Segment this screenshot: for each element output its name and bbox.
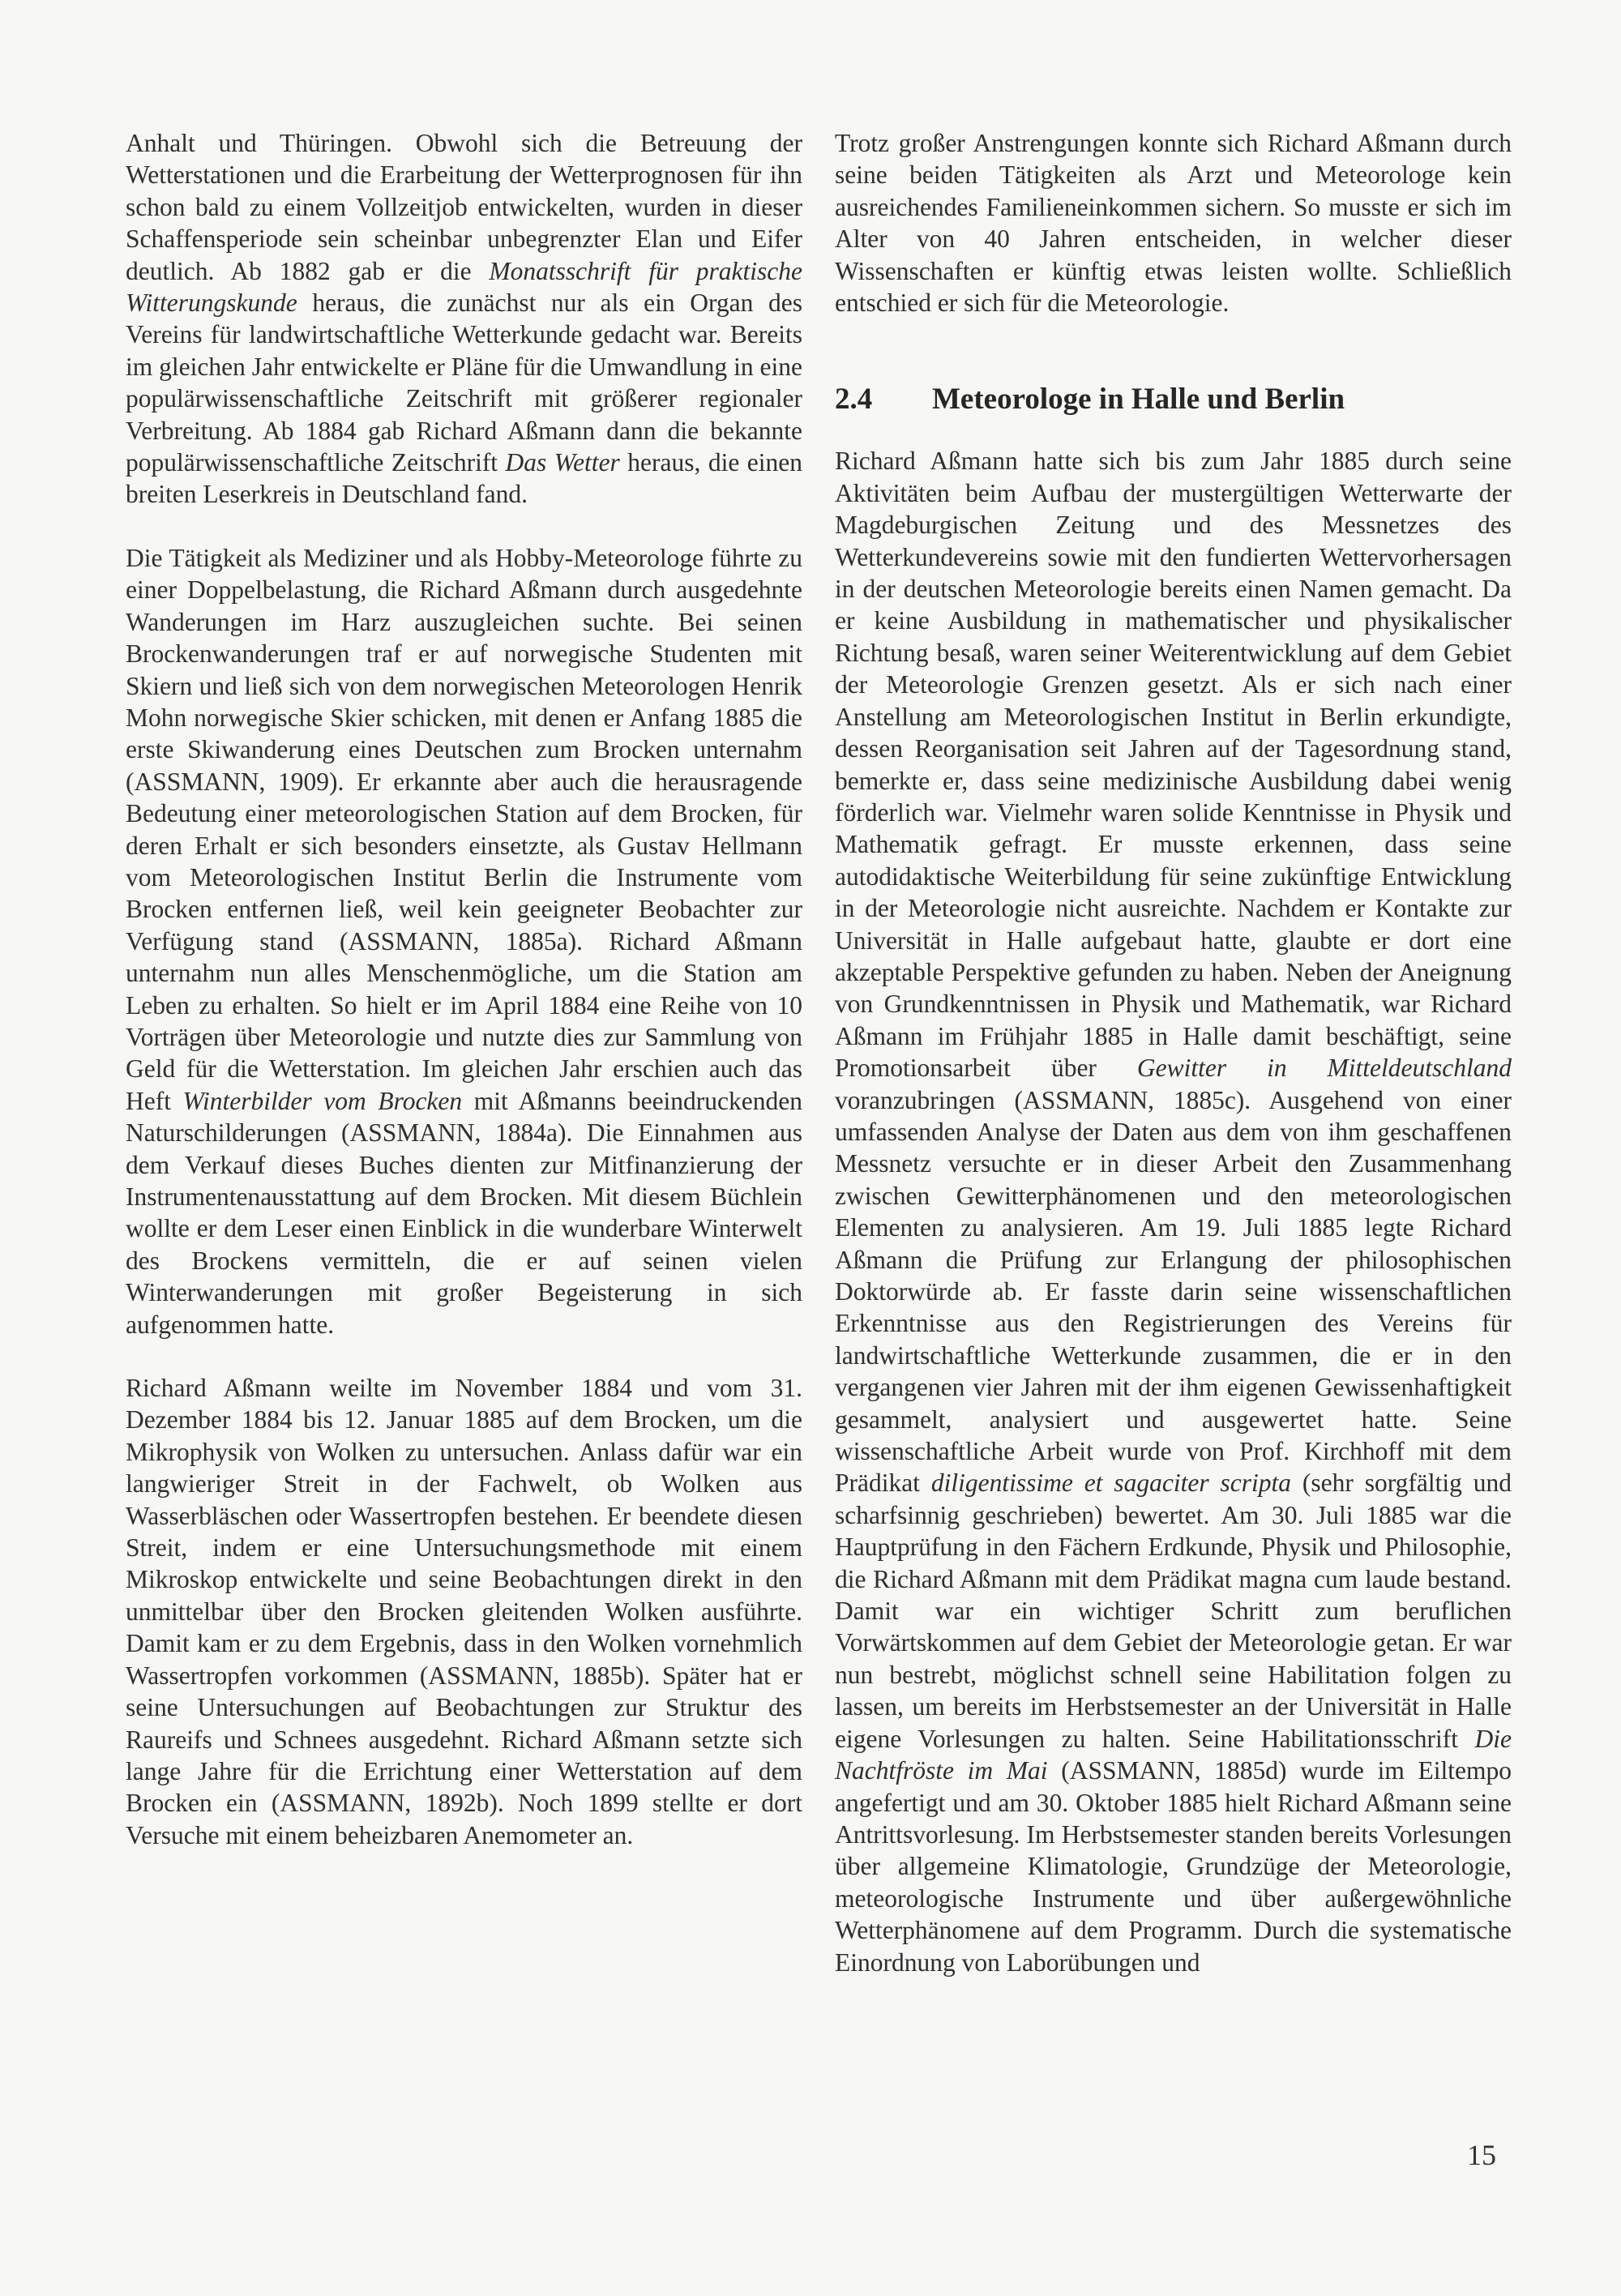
paragraph-text: (sehr sorgfältig und scharfsinnig geschrieben) bewertet. Am 30. Juli 1885 war die Hauptprüfung in den Fächern Erdkunde, Physik und Philosophie, die Richard Aßmann mit dem Prädikat magna cum laude bestand. Damit war ein wichtiger Schritt zum beruflichen Vorwärtskommen auf dem Gebiet der Meteorologie getan. Er war nun bestrebt, möglichst schnell seine Habilitation folgen zu lassen, um bereits im Herbstsemester an der Universität in Halle eigene Vorlesungen zu halten. Seine Habilitationsschrift — [835, 1469, 1512, 1753]
left-column — [126, 127, 802, 1883]
publication-title: Monatsschrift für praktische Witterungskunde — [126, 256, 802, 318]
section-number: 2.4 — [835, 383, 873, 417]
paragraph-text: Die Tätigkeit als Mediziner und als Hobby-Meteorologe führte zu einer Doppelbelastung, die Richard Aßmann durch ausgedehnte Wanderungen im Harz auszugleichen suchte. Bei seinen Brockenwanderungen traf er auf norwegische Studenten mit Skiern und ließ sich von dem norwegischen Meteorologen Henrik Mohn norwegische Skier schicken, mit denen er Anfang 1885 die erste Skiwanderung eines Deutschen zum Brocken unternahm (ASSMANN, 1909). Er erkannte aber auch die herausragende Bedeutung einer meteorologischen Station auf dem Brocken, für deren Erhalt er sich besonders einsetzte, als Gustav Hellmann vom Meteorologischen Institut Berlin die Instrumente vom Brocken entfernen ließ, weil kein geeigneter Beobachter zur Verfügung stand (ASSMANN, 1885a). Richard Aßmann unternahm nun alles Menschenmögliche, um die Station am Leben zu erhalten. So hielt er im April 1884 eine Reihe von 10 Vorträgen über Meteorologie und nutzte dies zur Sammlung von Geld für die Wetterstation. Im gleichen Jahr erschien auch das Heft — [126, 543, 802, 1115]
publication-title: Winterbilder vom Brocken — [182, 1086, 463, 1115]
latin-phrase: diligentissime et sagaciter scripta — [930, 1469, 1291, 1498]
section-title: Meteorologe in Halle und Berlin — [932, 383, 1345, 417]
paragraph-text: (ASSMANN, 1885d) wurde im Eiltempo angefertigt und am 30. Oktober 1885 hielt Richard Aßmann seine Antrittsvorlesung. Im Herbstsemester standen bereits Vorlesungen über allgemeine Klimatologie, Grundzüge der Meteorologie, meteorologische Instrumente und über außergewöhnliche Wetterphänomene auf dem Programm. Durch die systematische Einordnung von Laborübungen und — [835, 1756, 1512, 1977]
publication-title: Das Wetter — [505, 448, 620, 477]
right-column — [835, 127, 1512, 1978]
publication-title: Gewitter in Mitteldeutschland — [1136, 1054, 1512, 1083]
paragraph-text: Richard Aßmann hatte sich bis zum Jahr 1885 durch seine Aktivitäten beim Aufbau der mustergültigen Wetterwarte der Magdeburgischen Zeitung und des Messnetzes des Wetterkundevereins sowie mit den fundierten Wettervorhersagen in der deutschen Meteorologie bereits einen Namen gemacht. Da er keine Ausbildung in mathematischer und physikalischer Richtung besaß, waren seiner Weiterentwicklung auf dem Gebiet der Meteorologie Grenzen gesetzt. Als er sich nach einer Anstellung am Meteorologischen Institut in Berlin erkundigte, dessen Reorganisation seit Jahren auf der Tagesordnung stand, bemerkte er, dass seine medizinische Ausbildung dabei wenig förderlich war. Vielmehr waren solide Kenntnisse in Physik und Mathematik gefragt. Er musste erkennen, dass seine autodidaktische Weiterbildung für seine zukünftige Entwicklung in der Meteorologie nicht ausreichte. Nachdem er Kontakte zur Universität in Halle aufgebaut hatte, glaubte er dort eine akzeptable Perspektive gefunden zu haben. Neben der Aneignung von Grundkenntnissen in Physik und Mathematik, war Richard Aßmann im Frühjahr 1885 in Halle damit beschäftigt, seine Promotionsarbeit über — [835, 447, 1512, 1083]
body-paragraph — [126, 127, 802, 511]
paragraph-text: heraus, die einen breiten Leserkreis in Deutschland fand. — [126, 448, 802, 509]
paragraph-text: heraus, die zunächst nur als ein Organ des Vereins für landwirtschaftliche Wetterkunde gedacht war. Bereits im gleichen Jahr entwickelte er Pläne für die Umwandlung in eine populärwissenschaftliche Zeitschrift mit größerer regionaler Verbreitung. Ab 1884 gab Richard Aßmann dann die bekannte populärwissenschaftliche Zeitschrift — [126, 289, 802, 477]
body-paragraph — [835, 445, 1512, 1978]
paragraph-text: mit Aßmanns beeindruckenden Naturschilderungen (ASSMANN, 1884a). Die Einnahmen aus dem Verkauf dieses Buches dienten zur Mitfinanzierung der Instrumentenausstattung auf dem Brocken. Mit diesem Büchlein wollte er dem Leser einen Einblick in die wunderbare Winterwelt des Brockens vermitteln, die er auf seinen vielen Winterwanderungen mit großer Begeisterung in sich aufgenommen hatte. — [126, 1086, 802, 1339]
paragraph-text: voranzubringen (ASSMANN, 1885c). Ausgehend von einer umfassenden Analyse der Daten aus dem von ihm geschaffenen Messnetz versuchte er in dieser Arbeit den Zusammenhang zwischen Gewitterphänomenen und den meteorologischen Elementen zu analysieren. Am 19. Juli 1885 legte Richard Aßmann die Prüfung zur Erlangung der philosophischen Doktorwürde ab. Er fasste darin seine wissenschaftlichen Erkenntnisse aus den Registrierungen des Vereins für landwirtschaftliche Wetterkunde zusammen, die er in den vergangenen vier Jahren mit der ihm eigenen Gewissenhaftigkeit gesammelt, analysiert und ausgewertet hatte. Seine wissenschaftliche Arbeit wurde von Prof. Kirchhoff mit dem Prädikat — [835, 1085, 1512, 1498]
body-paragraph — [126, 542, 802, 1340]
section-heading — [835, 382, 1512, 417]
publication-title: Die Nachtfröste im Mai — [835, 1724, 1512, 1785]
body-paragraph: Richard Aßmann weilte im November 1884 und vom 31. Dezember 1884 bis 12. Januar 1885 auf dem Brocken, um die Mikrophysik von Wolken zu untersuchen. Anlass dafür war ein langwieriger Streit in der Fachwelt, ob Wolken aus Wasserbläschen oder Wassertropfen bestehen. Er beendete diesen Streit, indem er eine Untersuchungsmethode mit einem Mikroskop entwickelte und seine Beobachtungen direkt in den unmittelbar über den Brocken gleitenden Wolken ausführte. Damit kam er zu dem Ergebnis, dass in den Wolken vornehmlich Wassertropfen vorkommen (ASSMANN, 1885b). Später hat er seine Untersuchungen auf Beobachtungen zur Struktur des Raureifs und Schnees ausgedehnt. Richard Aßmann setzte sich lange Jahre für die Errichtung einer Wetterstation auf dem Brocken ein (ASSMANN, 1892b). Noch 1899 stellte er dort Versuche mit einem beheizbaren Anemometer an. — [126, 1374, 802, 1849]
paragraph-text: Anhalt und Thüringen. Obwohl sich die Betreuung der Wetterstationen und die Erarbeitung der Wetterprognosen für ihn schon bald zu einem Vollzeitjob entwickelten, wurden in dieser Schaffensperiode sein scheinbar unbegrenzter Elan und Eifer deutlich. Ab 1882 gab er die — [126, 129, 802, 285]
page-number: 15 — [1467, 2139, 1496, 2171]
body-paragraph: Trotz großer Anstrengungen konnte sich Richard Aßmann durch seine beiden Tätigkeiten als Arzt und Meteorologe kein ausreichendes Familieneinkommen sichern. So musste er sich im Alter von 40 Jahren entscheiden, in welcher dieser Wissenschaften er künftig etwas leisten wollte. Schließlich entschied er sich für die Meteorologie. — [835, 129, 1512, 318]
